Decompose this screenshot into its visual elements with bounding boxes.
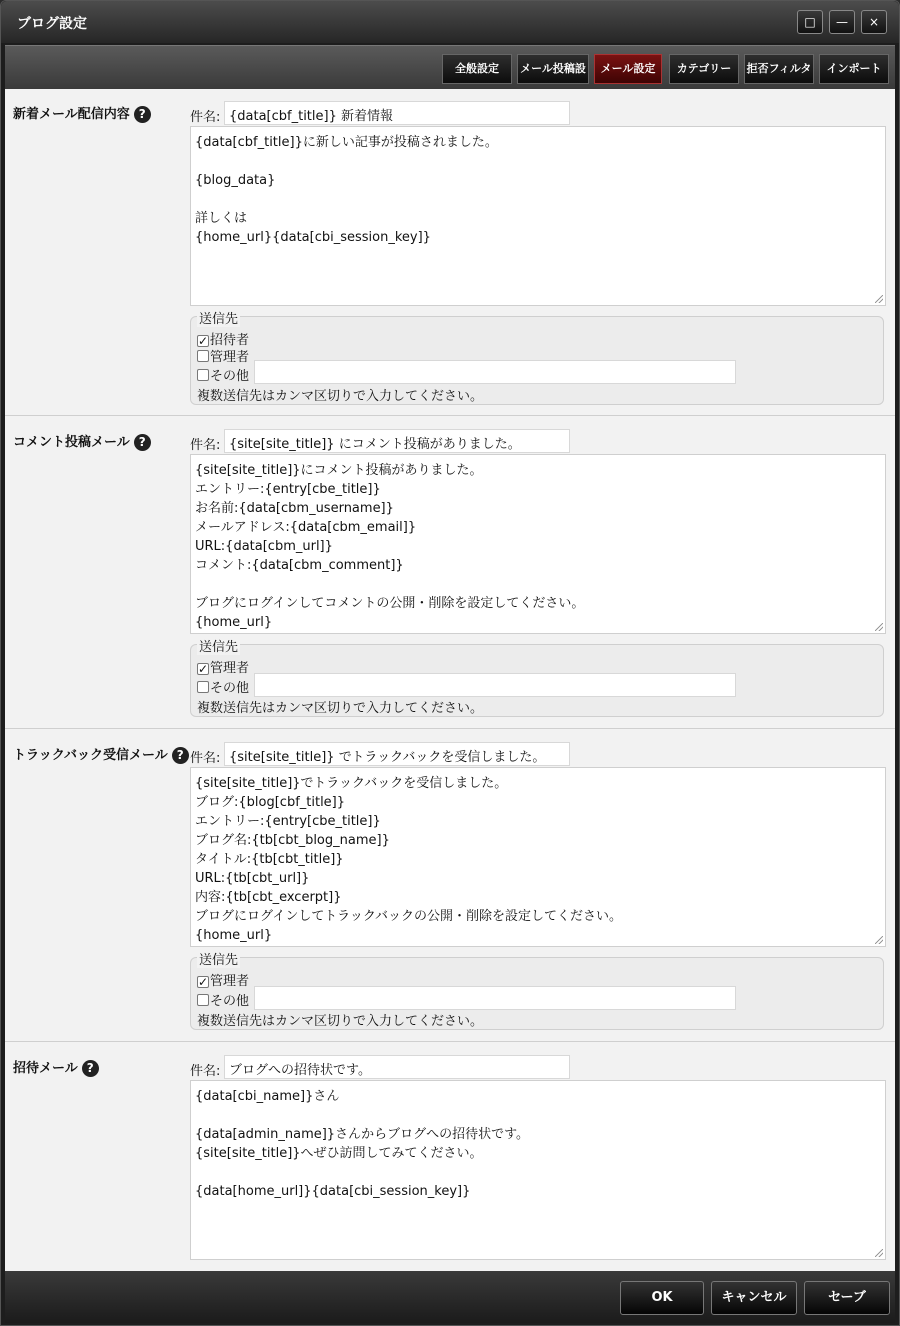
checkbox-admin[interactable]: ✓ 管理者 [198,974,250,989]
checkbox-other[interactable]: その他 [197,990,249,1009]
help-icon[interactable]: ? [172,747,189,764]
body-text: {site[site_title]}にコメント投稿がありました。 エントリー:{entry[cbe_title]} お名前:{data[cbm_username]} メールアドレス:{data[cbm_email]} URL:{data[cbm_url]} コメント:{data[cbm_comment]} ブログにログインしてコメントの公開・削除を設定してください。 {home_url} [195,463,585,630]
other-recipients-input[interactable] [254,360,736,384]
recipients-note: 複数送信先はカンマ区切りで入力してください。 [197,1014,484,1029]
body-text: {site[site_title]}でトラックバックを受信しました。 ブログ:{blog[cbf_title]} エントリー:{entry[cbe_title]} ブログ名:{tb[cbt_blog_name]} タイトル:{tb[cbt_title]} URL:{tb[cbt_url]} 内容:{tb[cbt_excerpt]} ブログにログインしてトラックバックの公開・削除を設定してください。 {home_url} [195,776,623,943]
body-textarea[interactable] [190,767,886,947]
subject-label: 件名: [190,1064,221,1079]
help-icon[interactable]: ? [82,1060,99,1077]
subject-input[interactable]: ブログへの招待状です。 [224,1055,570,1079]
body-text: {data[cbi_name]}さん {data[admin_name]}さんからブログへの招待状です。 {site[site_title]}へぜひ訪問してみてください。 {data[home_url]}{data[cbi_session_key]} [195,1089,530,1199]
tab-mail-settings[interactable]: メール設定 [594,54,662,84]
recipients-group [190,953,884,1030]
section-label: トラックバック受信メール ? [13,744,189,764]
recipients-note: 複数送信先はカンマ区切りで入力してください。 [197,389,484,404]
tab-import[interactable]: インポート [819,54,889,84]
cancel-button[interactable]: キャンセル [711,1281,797,1315]
checkbox-checked-icon[interactable]: ✓ [198,975,209,989]
minimize-button[interactable] [829,10,855,34]
settings-content [5,89,895,1271]
tab-reject-filter[interactable]: 拒否フィルタ [744,54,814,84]
resize-handle[interactable] [875,623,883,631]
recipients-group [190,640,884,717]
section-label: 新着メール配信内容 ? [13,103,151,123]
tab-mail-post[interactable]: メール投稿設 [517,54,589,84]
tab-general[interactable]: 全般設定 [442,54,512,84]
save-button[interactable]: セーブ [804,1281,890,1315]
checkbox-other[interactable]: その他 [197,365,249,384]
body-textarea[interactable] [190,1080,886,1260]
recipients-note: 複数送信先はカンマ区切りで入力してください。 [197,701,484,716]
window-title: ブログ設定 [17,16,87,32]
body-text: {data[cbf_title]}に新しい記事が投稿されました。 {blog_data} 詳しくは {home_url}{data[cbi_session_key]} [195,135,498,245]
ok-button[interactable]: OK [620,1281,704,1315]
resize-handle[interactable] [875,295,883,303]
maximize-button[interactable] [797,10,823,34]
checkbox-unchecked-icon[interactable] [197,994,209,1006]
other-recipients-input[interactable] [254,986,736,1010]
checkbox-other[interactable]: その他 [197,677,249,696]
tab-category[interactable]: カテゴリー [669,54,739,84]
subject-input[interactable]: {data[cbf_title]} 新着情報 [224,101,570,125]
settings-tabs [5,45,895,89]
subject-input[interactable]: {site[site_title]} にコメント投稿がありました。 [224,429,570,453]
checkbox-admin[interactable]: 管理者 [197,346,249,365]
close-icon: × [868,15,880,29]
checkbox-unchecked-icon[interactable] [197,681,209,693]
subject-label: 件名: [190,110,221,125]
recipients-legend: 送信先 [197,636,240,655]
subject-label: 件名: [190,438,221,453]
help-icon[interactable]: ? [134,434,151,451]
subject-label: 件名: [190,751,221,766]
section-label: 招待メール ? [13,1057,99,1077]
checkbox-invitee[interactable]: ✓ 招待者 [198,333,250,348]
body-textarea[interactable] [190,126,886,306]
maximize-icon: □ [804,15,816,29]
help-icon[interactable]: ? [134,106,151,123]
section-trackback-mail [5,730,895,1042]
checkbox-checked-icon[interactable]: ✓ [198,662,209,676]
subject-input[interactable]: {site[site_title]} でトラックバックを受信しました。 [224,742,570,766]
checkbox-admin[interactable]: ✓ 管理者 [198,661,250,676]
other-recipients-input[interactable] [254,673,736,697]
recipients-group [190,312,884,405]
resize-handle[interactable] [875,1249,883,1257]
close-button[interactable] [861,10,887,34]
title-bar[interactable] [1,1,899,43]
checkbox-unchecked-icon[interactable] [197,350,209,362]
checkbox-checked-icon[interactable]: ✓ [198,334,209,348]
resize-handle[interactable] [875,936,883,944]
recipients-legend: 送信先 [197,949,240,968]
section-label: コメント投稿メール ? [13,431,151,451]
checkbox-unchecked-icon[interactable] [197,369,209,381]
section-comment-mail [5,417,895,729]
section-invite-mail [5,1043,895,1271]
recipients-legend: 送信先 [197,308,240,327]
section-new-post-mail [5,89,895,416]
body-textarea[interactable] [190,454,886,634]
minimize-icon: — [836,15,848,29]
dialog-footer [5,1271,895,1323]
